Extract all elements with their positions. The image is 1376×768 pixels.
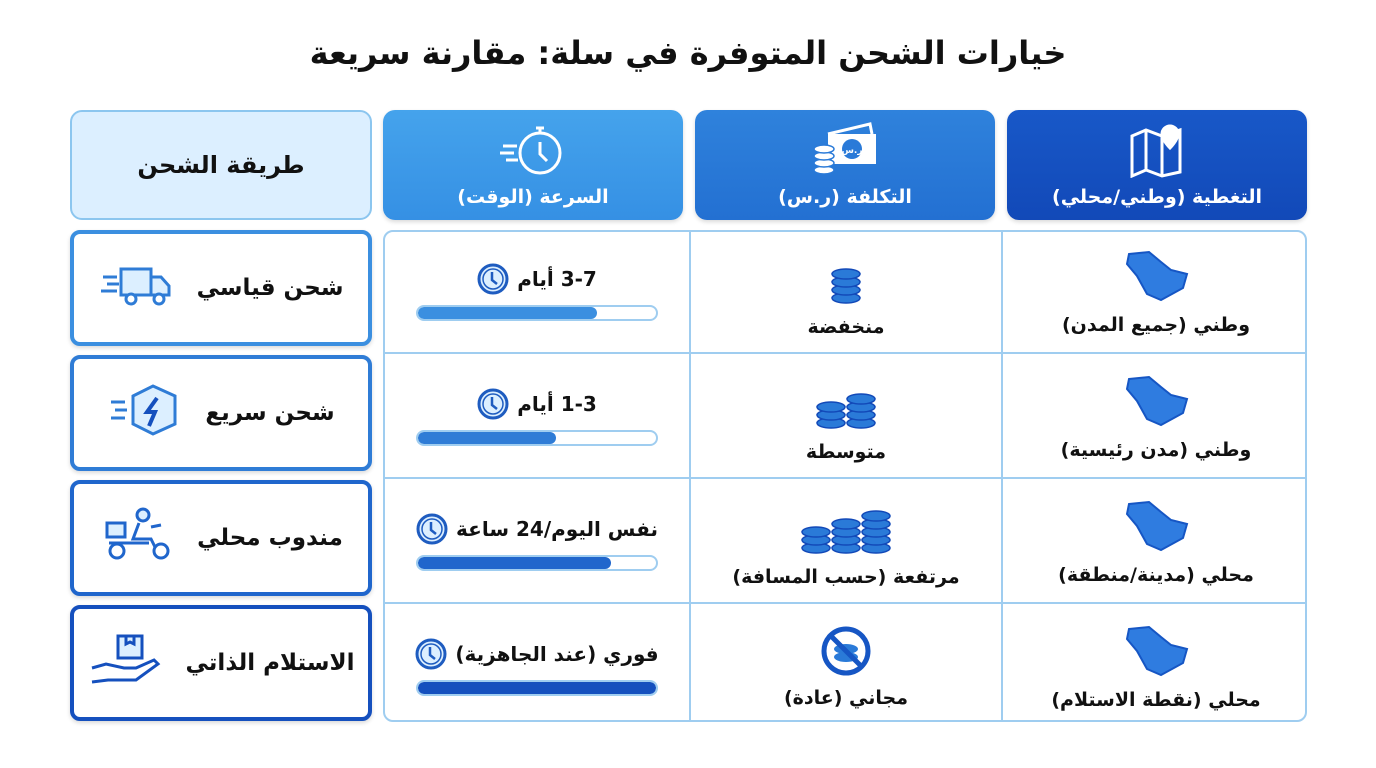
clock-icon: [415, 638, 447, 670]
speed-progress-bar: [416, 305, 658, 321]
cost-cell: [691, 607, 1001, 722]
coverage-cell: [1003, 482, 1307, 602]
speed-value: 3-7 أيام: [517, 267, 597, 291]
header-label: التكلفة (ر.س): [778, 186, 912, 208]
header-speed: [383, 110, 683, 220]
cost-cell: [691, 357, 1001, 477]
courier-scooter-icon: [99, 507, 175, 569]
cost-value: مجاني (عادة): [784, 687, 909, 709]
coverage-cell: [1003, 607, 1307, 722]
comparison-table: [383, 230, 1307, 722]
coin-stack-icon: [813, 371, 879, 431]
cost-cell: [691, 482, 1001, 602]
hand-package-icon: [88, 632, 164, 694]
header-coverage: [1007, 110, 1307, 220]
saudi-map-icon: [1121, 498, 1191, 554]
cost-value: منخفضة: [807, 316, 885, 338]
cost-value: مرتفعة (حسب المسافة): [732, 566, 960, 588]
saudi-map-icon: [1121, 248, 1191, 304]
coverage-value: محلي (مدينة/منطقة): [1058, 564, 1254, 586]
method-label: شحن قياسي: [196, 275, 344, 301]
shipping-method-card[interactable]: [70, 355, 372, 471]
speed-value: نفس اليوم/24 ساعة: [456, 517, 658, 541]
money-coins-icon: [810, 122, 880, 178]
header-label: التغطية (وطني/محلي): [1052, 186, 1262, 208]
coverage-cell: [1003, 232, 1307, 352]
stopwatch-icon: [498, 122, 568, 178]
speed-progress-bar: [416, 680, 658, 696]
shipping-method-card[interactable]: [70, 480, 372, 596]
speed-value: فوري (عند الجاهزية): [455, 642, 659, 666]
coin-stack-icon: [828, 246, 864, 306]
saudi-map-icon: [1121, 373, 1191, 429]
page-title: خيارات الشحن المتوفرة في سلة: مقارنة سريعة: [309, 34, 1067, 72]
header-label: السرعة (الوقت): [457, 186, 609, 208]
saudi-map-icon: [1121, 623, 1191, 679]
speed-cell: [385, 607, 689, 722]
speed-cell: [385, 482, 689, 602]
no-cost-icon: [820, 625, 872, 677]
delivery-truck-icon: [99, 257, 175, 319]
speed-progress-bar: [416, 430, 658, 446]
shipping-method-card[interactable]: [70, 230, 372, 346]
map-pin-icon: [1122, 122, 1192, 178]
clock-icon: [416, 513, 448, 545]
header-shipping-method: [70, 110, 372, 220]
currency-badge: ر.س: [841, 146, 863, 156]
speed-value: 1-3 أيام: [517, 392, 597, 416]
method-label: شحن سريع: [205, 400, 335, 426]
coverage-value: محلي (نقطة الاستلام): [1051, 689, 1261, 711]
coverage-value: وطني (مدن رئيسية): [1060, 439, 1252, 461]
method-label: الاستلام الذاتي: [185, 650, 355, 676]
cost-cell: [691, 232, 1001, 352]
coverage-value: وطني (جميع المدن): [1061, 314, 1251, 336]
speed-progress-bar: [416, 555, 658, 571]
header-label: طريقة الشحن: [137, 151, 305, 179]
header-cost: [695, 110, 995, 220]
express-box-icon: [107, 382, 183, 444]
coin-stack-icon: [798, 496, 894, 556]
coverage-cell: [1003, 357, 1307, 477]
shipping-method-card[interactable]: [70, 605, 372, 721]
method-label: مندوب محلي: [197, 525, 343, 551]
clock-icon: [477, 388, 509, 420]
clock-icon: [477, 263, 509, 295]
speed-cell: [385, 357, 689, 477]
speed-cell: [385, 232, 689, 352]
cost-value: متوسطة: [805, 441, 887, 463]
